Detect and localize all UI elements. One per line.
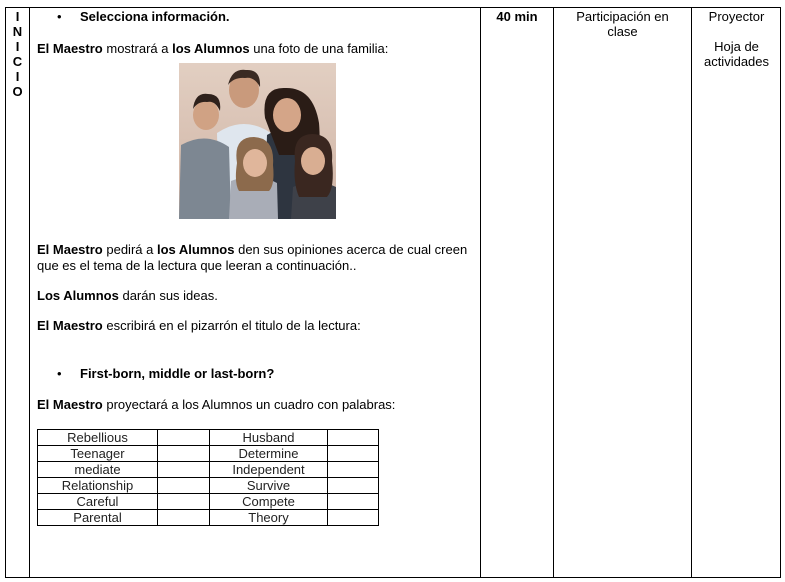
resource-projector: Proyector <box>708 9 765 24</box>
paragraph-show-photo: El Maestro mostrará a los Alumnos una foto de una familia: <box>37 41 389 56</box>
table-cell: Rebellious <box>38 430 158 446</box>
column-divider <box>691 7 692 578</box>
table-cell: Survive <box>210 478 328 494</box>
family-photo-image <box>179 63 336 219</box>
table-row <box>38 462 379 478</box>
time-value: 40 min <box>496 9 538 24</box>
phase-letter: C <box>12 54 23 69</box>
table-cell: Relationship <box>38 478 158 494</box>
resource-worksheet: Hoja de <box>714 39 759 54</box>
table-cell <box>328 446 379 462</box>
table-cell: Teenager <box>38 446 158 462</box>
table-cell: Husband <box>210 430 328 446</box>
phase-letter: I <box>15 9 20 24</box>
table-cell <box>328 510 379 526</box>
phase-letter: I <box>15 39 20 54</box>
table-cell <box>158 478 210 494</box>
table-row <box>38 446 379 462</box>
resource-worksheet: actividades <box>703 54 770 69</box>
table-cell: Theory <box>210 510 328 526</box>
reading-title: First-born, middle or last-born? <box>80 366 275 381</box>
column-divider <box>553 7 554 578</box>
evaluation-line: Participación en <box>576 9 669 24</box>
paragraph-title-board: El Maestro escribirá en el pizarrón el titulo de la lectura: <box>37 318 361 333</box>
table-cell: mediate <box>38 462 158 478</box>
paragraph-word-table: El Maestro proyectará a los Alumnos un cuadro con palabras: <box>37 397 396 412</box>
family-photo <box>179 63 336 219</box>
table-cell <box>328 430 379 446</box>
table-cell <box>158 494 210 510</box>
table-cell: Parental <box>38 510 158 526</box>
table-cell <box>158 462 210 478</box>
resources-text <box>692 9 781 69</box>
paragraph-ideas: Los Alumnos darán sus ideas. <box>37 288 218 303</box>
vocabulary-table <box>37 429 379 526</box>
table-row <box>38 430 379 446</box>
table-cell: Independent <box>210 462 328 478</box>
bullet-icon: • <box>57 9 62 24</box>
table-row <box>38 478 379 494</box>
evaluation-text <box>554 9 691 39</box>
phase-label <box>6 9 29 99</box>
table-row <box>38 510 379 526</box>
bullet-icon: • <box>57 366 62 381</box>
table-cell: Careful <box>38 494 158 510</box>
paragraph-opinions: El Maestro pedirá a los Alumnos den sus opiniones acerca de cual creen que es el tema de la lectura que leeran a continuación.. <box>37 242 468 273</box>
column-divider <box>29 7 30 578</box>
table-cell <box>158 446 210 462</box>
table-cell: Determine <box>210 446 328 462</box>
table-cell: Compete <box>210 494 328 510</box>
phase-letter: I <box>15 69 20 84</box>
activity-heading: Selecciona información. <box>80 9 230 24</box>
phase-letter: O <box>12 84 23 99</box>
table-cell <box>328 462 379 478</box>
table-cell <box>328 478 379 494</box>
evaluation-line: clase <box>607 24 638 39</box>
table-cell <box>328 494 379 510</box>
table-cell <box>158 510 210 526</box>
table-cell <box>158 430 210 446</box>
phase-letter: N <box>12 24 23 39</box>
table-row <box>38 494 379 510</box>
column-divider <box>480 7 481 578</box>
